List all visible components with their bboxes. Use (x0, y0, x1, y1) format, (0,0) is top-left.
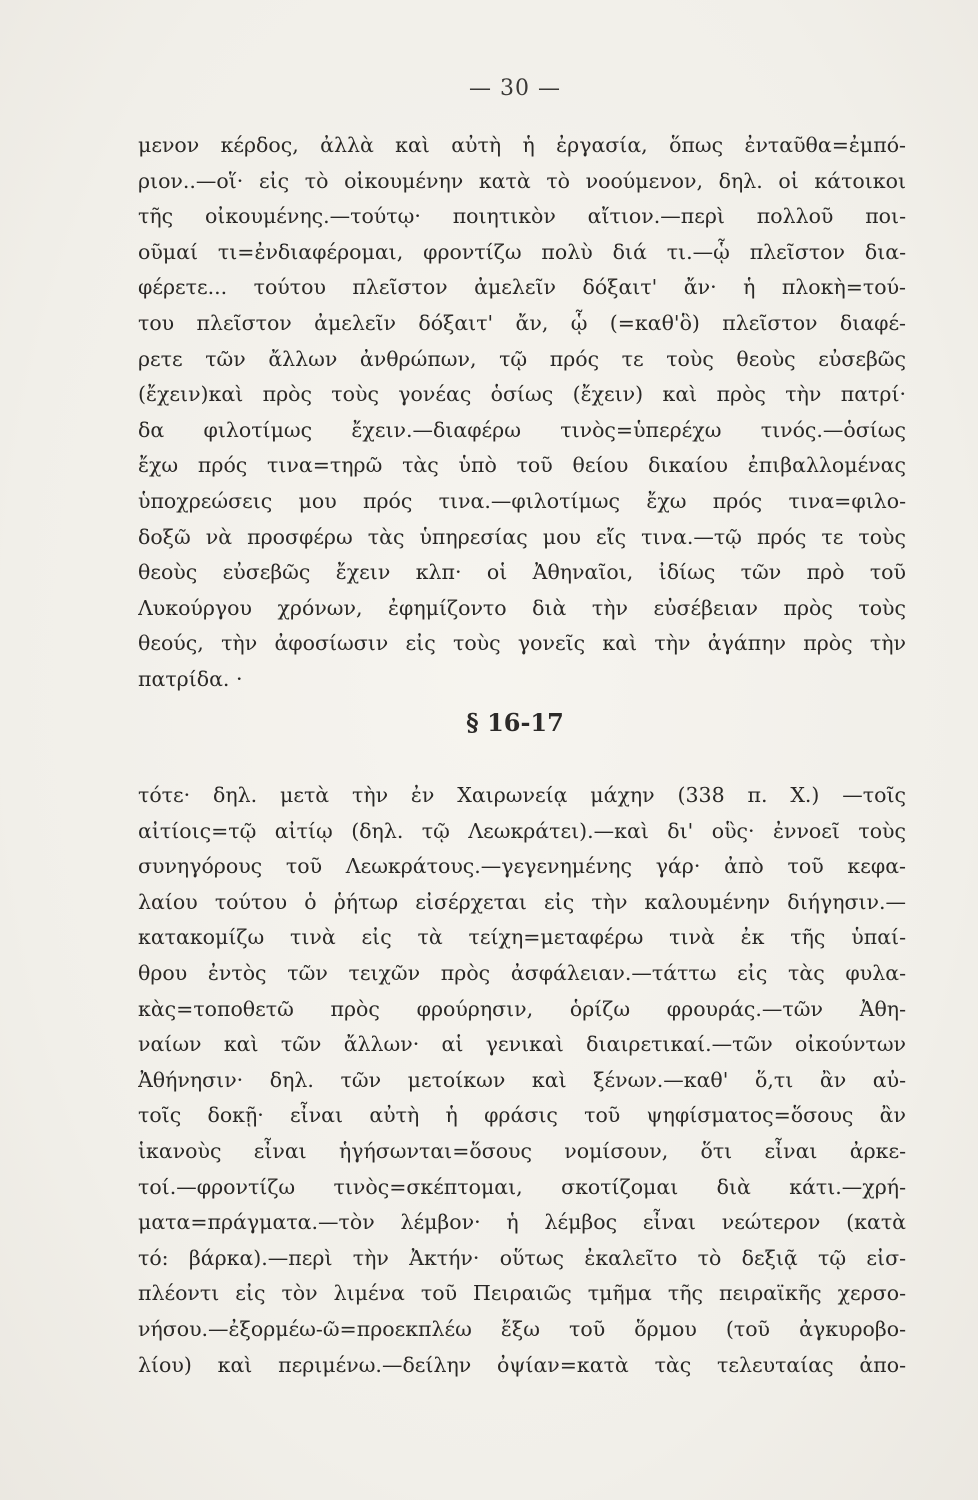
text-line: ριον..—οἵ· εἰς τὸ οἰκουμένην κατὰ τὸ νοούμενον, δηλ. οἱ κάτοικοι (138, 168, 906, 193)
text-line: κὰς=τοποθετῶ πρὸς φρούρησιν, ὁρίζω φρουράς.—τῶν Ἀθη- (138, 996, 906, 1021)
paragraph-commentary-2 (138, 778, 906, 1383)
text-line: πλέοντι εἰς τὸν λιμένα τοῦ Πειραιῶς τμῆμα τῆς πειραϊκῆς χερσο- (138, 1281, 906, 1306)
text-line: ἱκανοὺς εἶναι ἡγήσωνται=ὅσους νομίσουν, ὅτι εἶναι ἀρκε- (138, 1138, 906, 1163)
text-line: ματα=πράγματα.—τὸν λέμβον· ἡ λέμβος εἶναι νεώτερον (κατὰ (138, 1210, 906, 1235)
text-line: νήσου.—ἐξορμέω-ῶ=προεκπλέω ἔξω τοῦ ὅρμου (τοῦ ἀγκυροβο- (138, 1316, 906, 1341)
text-line: μενον κέρδος, ἀλλὰ καὶ αὐτὴ ἡ ἐργασία, ὅπως ἐνταῦθα=ἐμπό- (138, 133, 906, 157)
text-line: συνηγόρους τοῦ Λεωκράτους.—γεγενημένης γάρ· ἀπὸ τοῦ κεφα- (138, 854, 906, 879)
text-line: δοξῶ νὰ προσφέρω τὰς ὑπηρεσίας μου εἴς τινα.—τῷ πρός τε τοὺς (138, 524, 906, 549)
text-line: τοί.—φροντίζω τινὸς=σκέπτομαι, σκοτίζομαι διὰ κάτι.—χρή- (138, 1174, 906, 1199)
text-line: πατρίδα. · (138, 666, 243, 691)
text-line: ναίων καὶ τῶν ἄλλων· αἱ γενικαὶ διαιρετικαί.—τῶν οἰκούντων (138, 1032, 906, 1057)
text-line: Λυκούργου χρόνων, ἐφημίζοντο διὰ τὴν εὐσέβειαν πρὸς τοὺς (138, 595, 906, 620)
text-line: τό: βάρκα).—περὶ τὴν Ἀκτήν· οὕτως ἐκαλεῖτο τὸ δεξιᾷ τῷ εἰσ- (138, 1245, 906, 1270)
text-line: του πλεῖστον ἀμελεῖν δόξαιτ' ἄν, ᾧ (=καθ'ὃ) πλεῖστον διαφέ- (138, 310, 906, 335)
text-line: κατακομίζω τινὰ εἰς τὰ τείχη=μεταφέρω τινὰ ἐκ τῆς ὑπαί- (138, 925, 906, 950)
text-line: αἰτίοις=τῷ αἰτίῳ (δηλ. τῷ Λεωκράτει).—καὶ δι' οὓς· ἐννοεῖ τοὺς (138, 818, 906, 843)
text-line: (ἔχειν)καὶ πρὸς τοὺς γονέας ὁσίως (ἔχειν) καὶ πρὸς τὴν πατρί· (138, 382, 906, 407)
text-line: τῆς οἰκουμένης.—τούτῳ· ποιητικὸν αἴτιον.—περὶ πολλοῦ ποι- (138, 204, 906, 229)
section-heading: § 16-17 (466, 708, 564, 737)
text-line: ἔχω πρός τινα=τηρῶ τὰς ὑπὸ τοῦ θείου δικαίου ἐπιβαλλομένας (138, 453, 906, 478)
text-line: λίου) καὶ περιμένω.—δείλην ὀψίαν=κατὰ τὰς τελευταίας ἀπο- (138, 1352, 906, 1377)
text-line: λαίου τούτου ὁ ῥήτωρ εἰσέρχεται εἰς τὴν καλουμένην διήγησιν.— (138, 889, 906, 914)
text-line: θεοὺς εὐσεβῶς ἔχειν κλπ· οἱ Ἀθηναῖοι, ἰδίως τῶν πρὸ τοῦ (138, 560, 906, 585)
text-line: δα φιλοτίμως ἔχειν.—διαφέρω τινὸς=ὑπερέχω τινός.—ὁσίως (138, 417, 906, 442)
text-line: θρου ἐντὸς τῶν τειχῶν πρὸς ἀσφάλειαν.—τάττω εἰς τὰς φυλα- (138, 960, 906, 985)
text-line: τοῖς δοκῇ· εἶναι αὐτὴ ἡ φράσις τοῦ ψηφίσματος=ὅσους ἂν (138, 1103, 906, 1128)
text-line: φέρετε... τούτου πλεῖστον ἀμελεῖν δόξαιτ' ἄν· ἡ πλοκὴ=τού- (138, 275, 906, 300)
text-line: ρετε τῶν ἄλλων ἀνθρώπων, τῷ πρός τε τοὺς θεοὺς εὐσεβῶς (138, 346, 906, 371)
text-line: θεούς, τὴν ἀφοσίωσιν εἰς τοὺς γονεῖς καὶ τὴν ἀγάπην πρὸς τὴν (138, 631, 906, 656)
text-line: Ἀθήνησιν· δηλ. τῶν μετοίκων καὶ ξένων.—καθ' ὅ,τι ἂν αὐ- (138, 1067, 906, 1092)
paragraph-commentary-1 (138, 128, 906, 698)
page-number: — 30 — (469, 76, 561, 101)
text-line: οῦμαί τι=ἐνδιαφέρομαι, φροντίζω πολὺ διά τι.—ᾧ πλεῖστον δια- (138, 239, 906, 264)
text-line: ὑποχρεώσεις μου πρός τινα.—φιλοτίμως ἔχω πρός τινα=φιλο- (138, 488, 906, 513)
text-line: τότε· δηλ. μετὰ τὴν ἐν Χαιρωνείᾳ μάχην (338 π. Χ.) —τοῖς (138, 783, 906, 807)
